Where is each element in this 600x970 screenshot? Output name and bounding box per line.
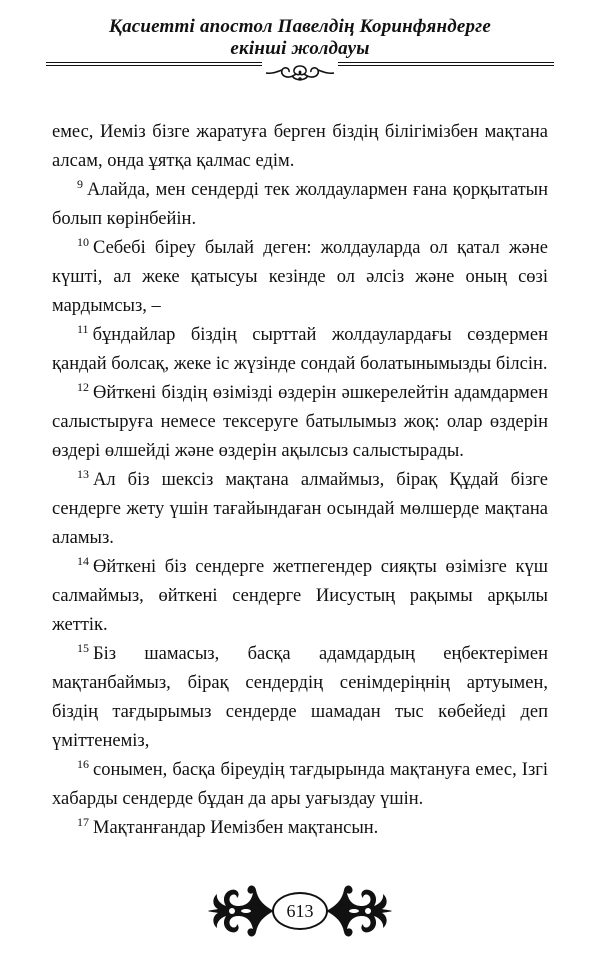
verse-number: 15 — [77, 641, 89, 655]
verse-text: Өйткені біздің өзімізді өздерін әшкерелейтін адамдармен салыстыруға немесе тексеруге батылымыз жоқ: олар өздерін өздері өлшейді және өздерін ақылсыз салыстырады. — [52, 383, 548, 461]
verse-13 — [52, 466, 548, 553]
paragraph-text: емес, Иеміз бізге жаратуға берген біздің білігімізбен мақтана алсам, онда ұятқа қалмас едім. — [52, 122, 548, 171]
page-number: 613 — [272, 892, 328, 930]
page-header — [0, 16, 600, 60]
verse-number: 13 — [77, 467, 89, 481]
verse-text: Алайда, мен сендерді тек жолдаулармен ғана қорқытатын болып көрінбейін. — [52, 180, 548, 229]
footer-ornament-right-icon — [324, 882, 394, 940]
header-ornament-icon — [262, 62, 338, 84]
running-title-line-1: Қасиетті апостол Павелдің Коринфяндерге — [108, 16, 492, 37]
verse-number: 10 — [77, 235, 89, 249]
verse-16 — [52, 756, 548, 814]
verse-14 — [52, 553, 548, 640]
verse-15 — [52, 640, 548, 756]
page-footer — [0, 876, 600, 946]
verse-number: 14 — [77, 554, 89, 568]
verse-text: Ал біз шексіз мақтана алмаймыз, бірақ Құдай бізге сендерге жету үшін тағайындаған осындай мөлшерде мақтана аламыз. — [52, 470, 548, 548]
verse-number: 12 — [77, 380, 89, 394]
verse-text: бұндайлар біздің сырттай жолдаулардағы сөздермен қандай болсақ, жеке іс жүзінде сондай болатынымызды білсін. — [52, 325, 548, 374]
verse-text: Біз шамасыз, басқа адамдардың еңбектерімен мақтанбаймыз, бірақ сендердің сенімдеріңнің артуымен, біздің тағдырымыз сендерде шамадан тыс көбейеді деп үміттенеміз, — [52, 644, 548, 751]
verse-number: 17 — [77, 815, 89, 829]
verse-12 — [52, 379, 548, 466]
scripture-text — [52, 118, 548, 843]
verse-number: 9 — [77, 177, 83, 191]
verse-text: сонымен, басқа біреудің тағдырында мақтануға емес, Ізгі хабарды сендерде бұдан да ары уағыздау үшін. — [52, 760, 548, 809]
footer-ornament-left-icon — [206, 882, 276, 940]
running-title-line-2: екінші жолдауы — [230, 38, 370, 59]
verse-number: 11 — [77, 322, 89, 336]
verse-text: Мақтанғандар Иемізбен мақтансын. — [93, 818, 379, 838]
verse-11 — [52, 321, 548, 379]
paragraph-continued — [52, 118, 548, 176]
verse-text: Өйткені біз сендерге жетпегендер сияқты өзімізге күш салмаймыз, өйткені сендерге Иисустың рақымы арқылы жеттік. — [52, 557, 548, 635]
verse-text: Себебі біреу былай деген: жолдауларда ол қатал және күшті, ал жеке қатысуы кезінде ол әлсіз және оның сөзі мардымсыз, – — [52, 238, 548, 316]
verse-10 — [52, 234, 548, 321]
verse-number: 16 — [77, 757, 89, 771]
verse-9 — [52, 176, 548, 234]
verse-17 — [52, 814, 548, 843]
